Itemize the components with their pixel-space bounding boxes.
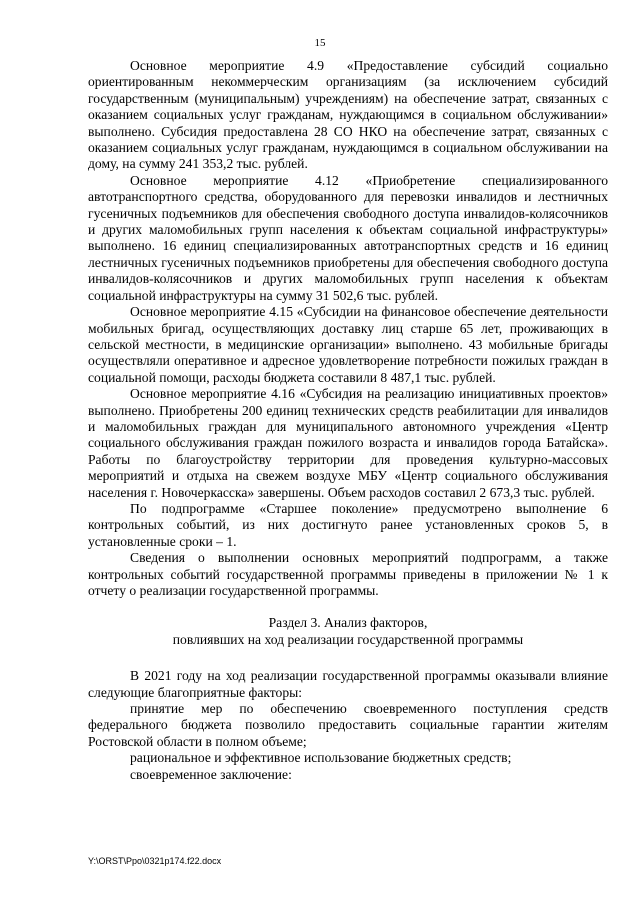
paragraph-measure-4-9: Основное мероприятие 4.9 «Предоставление субсидий социально ориентированным некоммерческим организациям (за исключением субсидий государственным (муниципальным) учреждениям) на обеспечение затрат, связанных с оказанием социальных услуг гражданам, нуждающимся в социальном обслуживании» выполнено. Субсидия предоставлена 28 СО НКО на обеспечение затрат, связанных с оказанием социальных услуг гражданам, нуждающимся в социальном обслуживании на дому, на сумму 241 353,2 тыс. рублей. xyxy=(88,58,608,172)
paragraph-factor-budget-use: рациональное и эффективное использование бюджетных средств; xyxy=(130,750,512,766)
paragraph-factors-intro: В 2021 году на ход реализации государственной программы оказывали влияние следующие благоприятные факторы: xyxy=(88,668,608,700)
document-body xyxy=(88,58,608,783)
paragraph-factor-timely-conclusion: своевременное заключение: xyxy=(130,766,292,782)
section-heading xyxy=(88,615,608,648)
page-number: 15 xyxy=(314,37,326,49)
paragraph-measure-4-16: Основное мероприятие 4.16 «Субсидия на реализацию инициативных проектов» выполнено. Приобретены 200 единиц технических средств реабилитации для инвалидов и маломобильных граждан для муниципального автономного учреждения «Центр социального обслуживания граждан пожилого возраста и инвалидов города Батайска». Работы по благоустройству территории для проведения культурно-массовых мероприятий и отдыха на свежем воздухе МБУ «Центр социального обслуживания населения г. Новочеркасска» завершены. Объем расходов составил 2 673,3 тыс. рублей. xyxy=(88,386,608,500)
footer-file-path: Y:\ORST\Ppo\0321p174.f22.docx xyxy=(88,856,222,866)
section-title-line2: повлиявших на ход реализации государственной программы xyxy=(172,631,524,647)
paragraph-measure-4-15: Основное мероприятие 4.15 «Субсидии на финансовое обеспечение деятельности мобильных бригад, осуществляющих доставку лиц старше 65 лет, проживающих в сельской местности, в медицинские организации» выполнено. 43 мобильные бригады осуществляли оперативное и адресное удовлетворение потребности пожилых граждан в социальной помощи, расходы бюджета составили 8 487,1 тыс. рублей. xyxy=(88,304,608,385)
paragraph-factor-federal-funds: принятие мер по обеспечению своевременного поступления средств федерального бюджета позволило предоставить социальные гарантии жителям Ростовской области в полном объеме; xyxy=(88,701,608,749)
paragraph-measure-4-12: Основное мероприятие 4.12 «Приобретение специализированного автотранспортного средства, оборудованного для перевозки инвалидов и лестничных гусеничных подъемников для обеспечения свободного доступа инвалидов-колясочников и других маломобильных групп населения к объектам социальной инфраструктуры» выполнено. 16 единиц специализированных автотранспортных средств и 16 единиц лестничных гусеничных подъемников приобретены для обеспечения свободного доступа инвалидов-колясочников и других маломобильных групп населения к объектам социальной инфраструктуры на сумму 31 502,6 тыс. рублей. xyxy=(88,172,608,303)
paragraph-subprogram-summary: По подпрограмме «Старшее поколение» предусмотрено выполнение 6 контрольных событий, из них достигнуто ранее установленных сроков 5, в установленные сроки – 1. xyxy=(88,500,608,549)
section-title-line1: Раздел 3. Анализ факторов, xyxy=(268,615,428,631)
paragraph-appendix-reference: Сведения о выполнении основных мероприятий подпрограмм, а также контрольных событий государственной программы приведены в приложении № 1 к отчету о реализации государственной программы. xyxy=(88,550,608,598)
